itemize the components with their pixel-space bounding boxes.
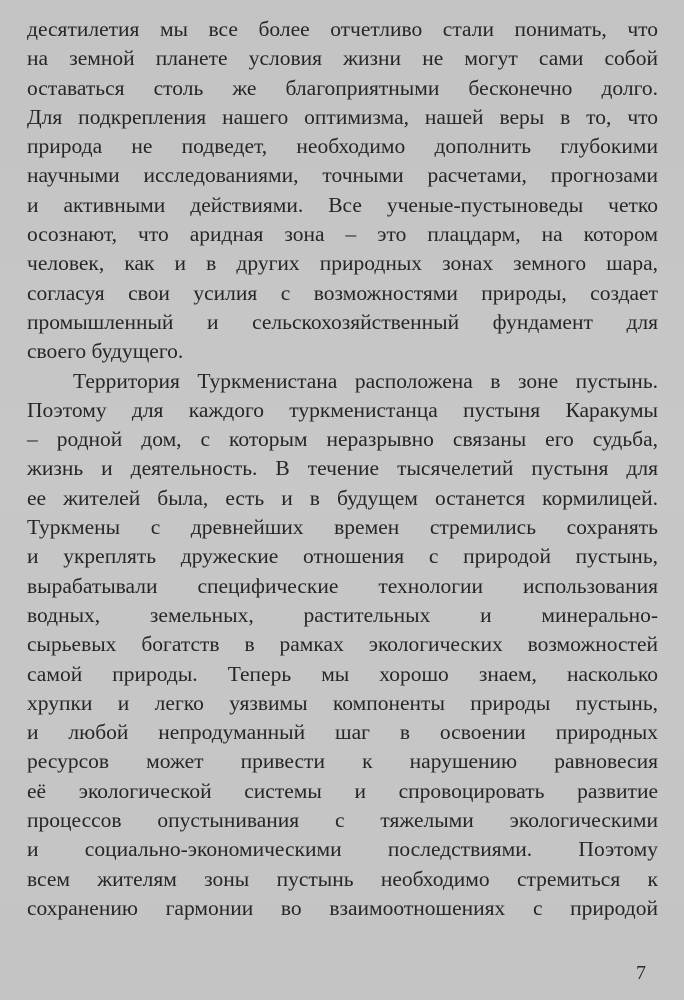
text-line: осознают, что аридная зона – это плацдарм, на котором — [27, 222, 658, 247]
text-line: хрупки и легко уязвимы компоненты природы пустынь, — [27, 690, 658, 715]
text-line: – родной дом, с которым неразрывно связаны его судьба, — [27, 427, 658, 452]
text-line: Туркмены с древнейших времен стремились сохранять — [27, 515, 658, 540]
text-line: и активными действиями. Все ученые-пустыноведы четко — [27, 192, 658, 217]
text-line: и социально-экономическими последствиями. Поэтому — [27, 837, 658, 862]
text-line: процессов опустынивания с тяжелыми экологическими — [27, 808, 658, 833]
paragraph-1 — [27, 15, 658, 367]
text-line: на земной планете условия жизни не могут сами собой — [27, 46, 658, 71]
text-line: и укреплять дружеские отношения с природой пустынь, — [27, 544, 658, 569]
text-line: жизнь и деятельность. В течение тысячелетий пустыня для — [27, 456, 658, 481]
text-line: согласуя свои усилия с возможностями природы, создает — [27, 280, 658, 305]
text-line: и любой непродуманный шаг в освоении природных — [27, 720, 658, 745]
text-line: ресурсов может привести к нарушению равновесия — [27, 749, 658, 774]
paragraph-2 — [27, 367, 658, 924]
text-line: своего будущего. — [27, 339, 184, 364]
text-line: Поэтому для каждого туркменистанца пустыня Каракумы — [27, 397, 658, 422]
text-line: человек, как и в других природных зонах земного шара, — [27, 251, 658, 276]
text-line: вырабатывали специфические технологии использования — [27, 573, 658, 598]
text-line: водных, земельных, растительных и минерально- — [27, 602, 658, 627]
text-line: Территория Туркменистана расположена в зоне пустынь. — [73, 368, 658, 393]
text-line: промышленный и сельскохозяйственный фундамент для — [27, 309, 658, 334]
text-line: сохранению гармонии во взаимоотношениях с природой — [27, 895, 658, 920]
text-line: ее жителей была, есть и в будущем останется кормилицей. — [27, 485, 658, 510]
text-line: Для подкрепления нашего оптимизма, нашей веры в то, что — [27, 104, 658, 129]
text-line: самой природы. Теперь мы хорошо знаем, насколько — [27, 661, 658, 686]
text-line: её экологической системы и спровоцировать развитие — [27, 778, 658, 803]
page-text — [27, 15, 658, 923]
text-line: научными исследованиями, точными расчетами, прогнозами — [27, 163, 658, 188]
text-line: природа не подведет, необходимо дополнить глубокими — [27, 134, 658, 159]
text-line: сырьевых богатств в рамках экологических возможностей — [27, 632, 658, 657]
page-number: 7 — [636, 962, 646, 984]
text-line: оставаться столь же благоприятными бесконечно долго. — [27, 75, 658, 100]
text-line: десятилетия мы все более отчетливо стали понимать, что — [27, 17, 658, 41]
text-line: всем жителям зоны пустынь необходимо стремиться к — [27, 866, 658, 891]
